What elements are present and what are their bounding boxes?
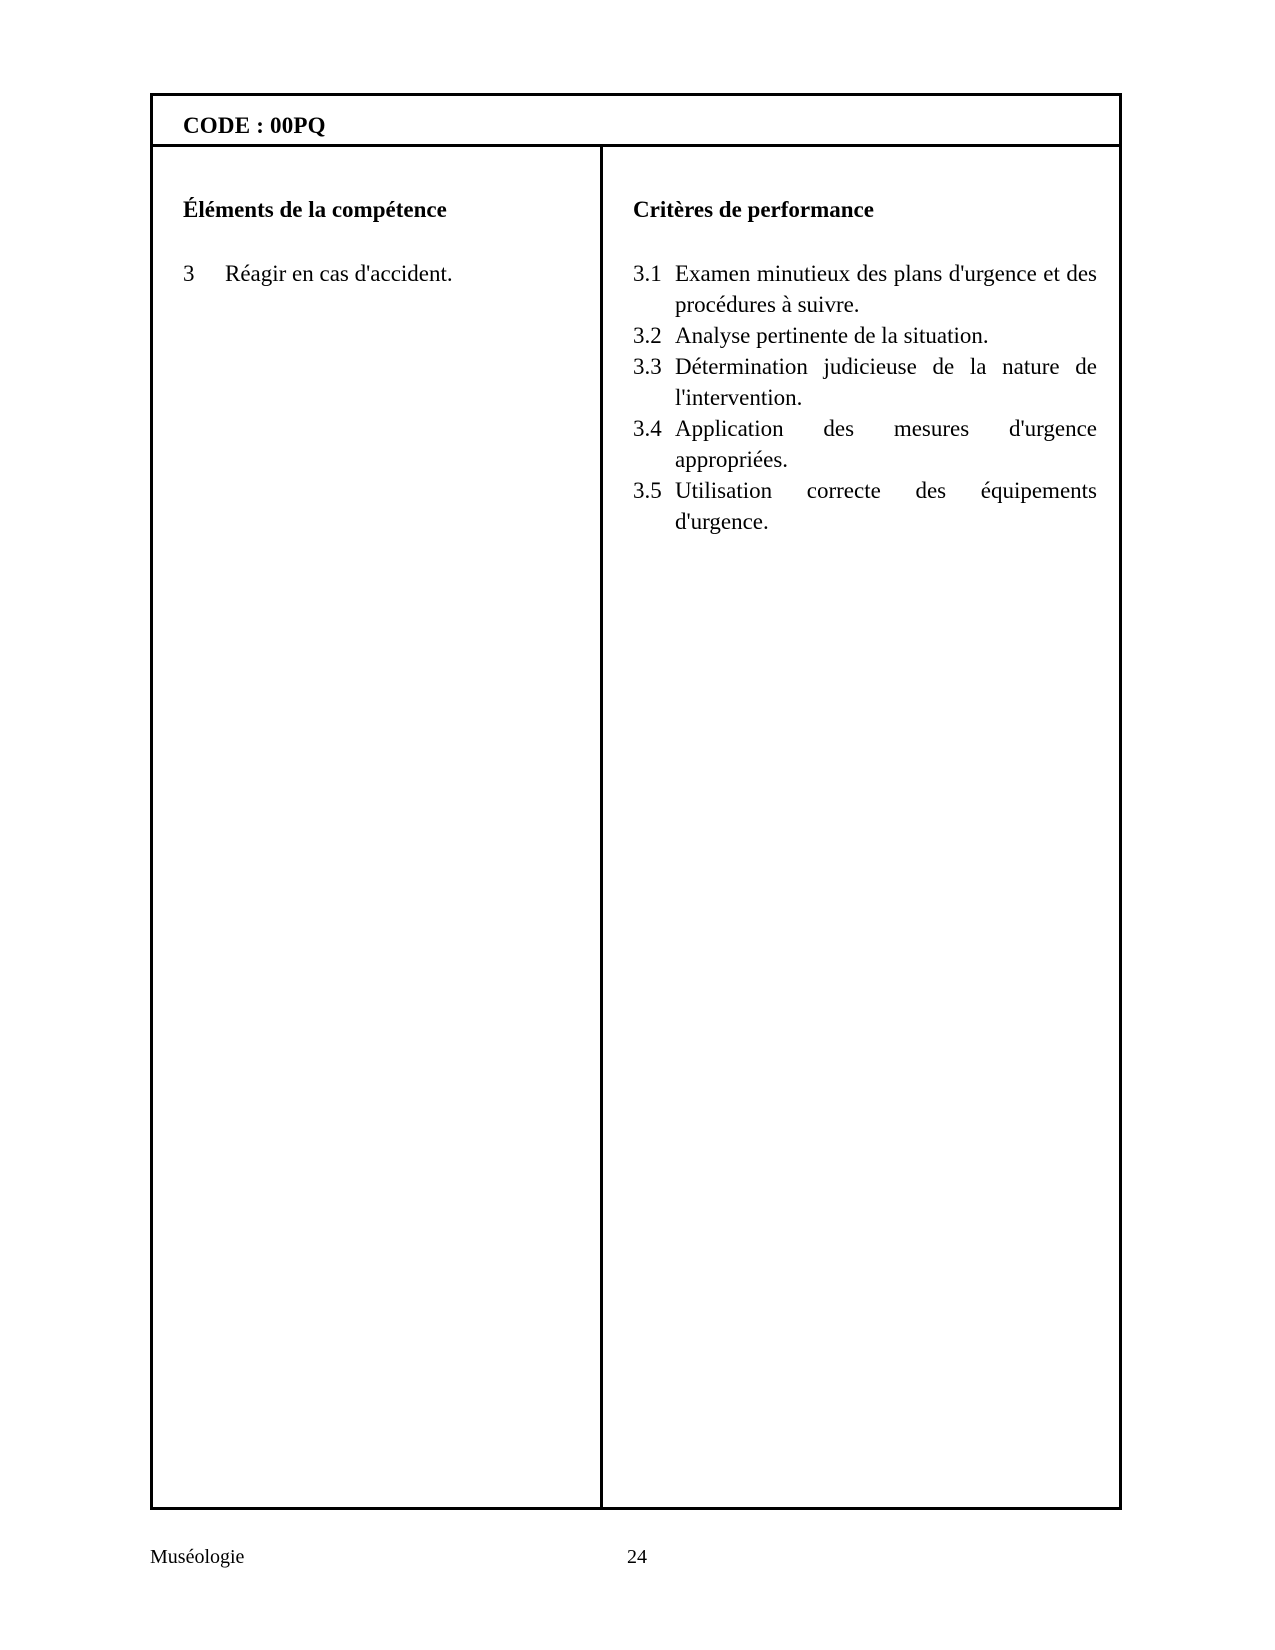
element-number: 3 (183, 261, 195, 286)
column-divider (600, 144, 603, 1507)
criteria-item (633, 351, 1097, 413)
criteria-heading: Critères de performance (633, 197, 874, 222)
criteria-number: 3.2 (633, 323, 662, 348)
code-label: CODE : 00PQ (183, 113, 326, 138)
criteria-text: Application des mesures d'urgence appropriées. (675, 416, 1097, 472)
criteria-text: Analyse pertinente de la situation. (675, 323, 989, 348)
element-item (183, 258, 583, 289)
criteria-number: 3.3 (633, 354, 662, 379)
elements-column (183, 196, 583, 289)
criteria-list (633, 258, 1097, 537)
competence-table (150, 93, 1122, 1510)
element-text: Réagir en cas d'accident. (225, 261, 453, 286)
criteria-column (633, 196, 1097, 537)
criteria-text: Détermination judicieuse de la nature de l'intervention. (675, 354, 1097, 410)
criteria-text: Utilisation correcte des équipements d'urgence. (675, 478, 1097, 534)
criteria-item (633, 475, 1097, 537)
footer-title: Muséologie (150, 1546, 245, 1568)
criteria-item (633, 258, 1097, 320)
code-row (153, 96, 1119, 147)
criteria-item (633, 320, 1097, 351)
criteria-number: 3.1 (633, 261, 662, 286)
criteria-number: 3.5 (633, 478, 662, 503)
criteria-text: Examen minutieux des plans d'urgence et des procédures à suivre. (675, 261, 1097, 317)
criteria-number: 3.4 (633, 416, 662, 441)
elements-heading: Éléments de la compétence (183, 197, 447, 222)
page-number: 24 (627, 1546, 647, 1568)
criteria-item (633, 413, 1097, 475)
